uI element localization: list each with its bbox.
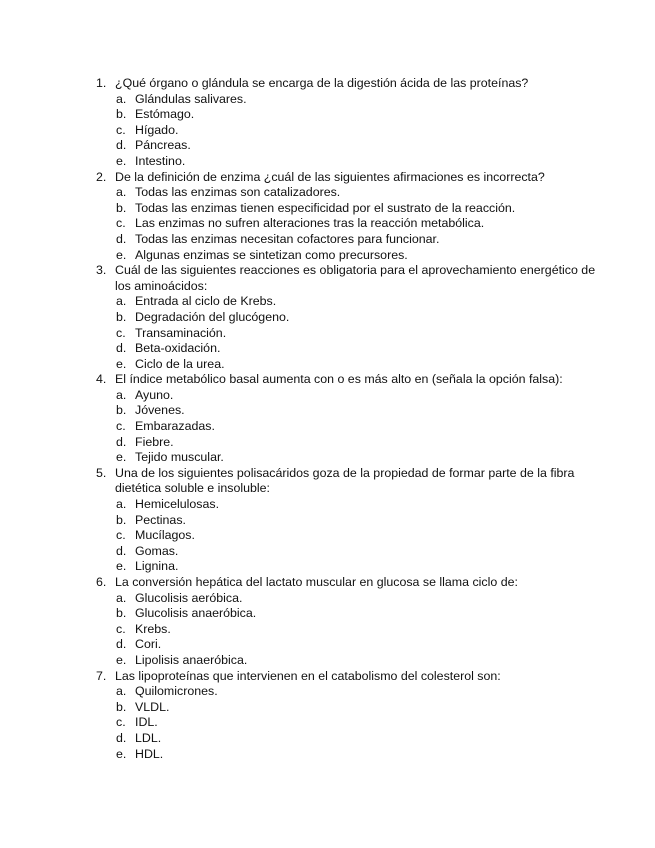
option-item <box>116 591 596 607</box>
option-letter: b. <box>116 403 127 418</box>
option-item <box>116 403 596 419</box>
option-item <box>116 419 596 435</box>
question-text: Una de los siguientes polisacáridos goza de la propiedad de formar parte de la fibra dietética soluble e insoluble: <box>115 465 575 496</box>
option-letter: a. <box>116 590 127 605</box>
option-list <box>116 92 596 170</box>
option-list <box>116 294 596 372</box>
option-letter: d. <box>116 730 127 745</box>
question-number: 5. <box>96 465 107 480</box>
option-letter: e. <box>116 153 127 168</box>
option-letter: c. <box>116 419 126 434</box>
question-text: Cuál de las siguientes reacciones es obligatoria para el aprovechamiento energético de los aminoácidos: <box>115 263 596 293</box>
option-letter: a. <box>116 684 127 699</box>
option-text: IDL. <box>135 715 158 730</box>
option-item <box>116 544 596 560</box>
option-text: Todas las enzimas necesitan cofactores para funcionar. <box>135 231 440 246</box>
option-letter: a. <box>116 185 127 200</box>
option-item <box>116 341 596 357</box>
option-letter: d. <box>116 138 127 153</box>
option-text: Estómago. <box>135 107 195 122</box>
option-letter: e. <box>116 247 127 262</box>
option-text: VLDL. <box>135 699 170 714</box>
question-text-line <box>96 263 596 294</box>
question-item <box>96 669 596 763</box>
option-item <box>116 450 596 466</box>
question-text: Las lipoproteínas que intervienen en el catabolismo del colesterol son: <box>115 668 501 683</box>
option-list <box>116 185 596 263</box>
option-letter: c. <box>116 528 126 543</box>
option-letter: c. <box>116 122 126 137</box>
option-text: Embarazadas. <box>135 419 215 434</box>
option-item <box>116 435 596 451</box>
option-letter: e. <box>116 559 127 574</box>
option-letter: c. <box>116 325 126 340</box>
option-letter: a. <box>116 497 127 512</box>
option-letter: a. <box>116 294 127 309</box>
option-letter: a. <box>116 91 127 106</box>
option-letter: c. <box>116 621 126 636</box>
option-letter: d. <box>116 434 127 449</box>
question-text-line <box>96 669 596 685</box>
question-item <box>96 466 596 575</box>
question-item <box>96 76 596 170</box>
option-text: Krebs. <box>135 621 171 636</box>
option-letter: e. <box>116 652 127 667</box>
option-text: Degradación del glucógeno. <box>135 309 290 324</box>
option-text: Jóvenes. <box>135 403 185 418</box>
option-item <box>116 731 596 747</box>
option-item <box>116 310 596 326</box>
option-text: Beta-oxidación. <box>135 341 221 356</box>
option-item <box>116 715 596 731</box>
option-item <box>116 185 596 201</box>
option-text: Cori. <box>135 637 162 652</box>
question-text: ¿Qué órgano o glándula se encarga de la digestión ácida de las proteínas? <box>115 76 529 90</box>
option-text: Las enzimas no sufren alteraciones tras la reacción metabólica. <box>135 216 485 231</box>
option-text: Lipolisis anaeróbica. <box>135 652 248 667</box>
question-item <box>96 170 596 264</box>
option-item <box>116 606 596 622</box>
question-text: El índice metabólico basal aumenta con o es más alto en (señala la opción falsa): <box>115 372 563 387</box>
question-number: 2. <box>96 169 107 184</box>
option-letter: d. <box>116 637 127 652</box>
option-list <box>116 684 596 762</box>
option-item <box>116 388 596 404</box>
option-item <box>116 92 596 108</box>
option-item <box>116 326 596 342</box>
option-text: Hemicelulosas. <box>135 497 220 512</box>
option-letter: e. <box>116 356 127 371</box>
option-letter: d. <box>116 341 127 356</box>
question-text-line <box>96 575 596 591</box>
option-text: Ciclo de la urea. <box>135 356 225 371</box>
option-item <box>116 294 596 310</box>
option-item <box>116 107 596 123</box>
option-letter: b. <box>116 200 127 215</box>
option-text: LDL. <box>135 730 162 745</box>
option-letter: e. <box>116 450 127 465</box>
question-text-line <box>96 372 596 388</box>
question-text-line <box>96 466 596 497</box>
option-letter: b. <box>116 699 127 714</box>
option-text: Tejido muscular. <box>135 450 224 465</box>
question-item <box>96 372 596 466</box>
option-item <box>116 747 596 763</box>
option-list <box>116 591 596 669</box>
option-text: Glándulas salivares. <box>135 91 247 106</box>
option-letter: b. <box>116 512 127 527</box>
option-text: Todas las enzimas son catalizadores. <box>135 185 341 200</box>
option-letter: b. <box>116 606 127 621</box>
option-text: Ayuno. <box>135 387 174 402</box>
option-text: Hígado. <box>135 122 179 137</box>
option-item <box>116 559 596 575</box>
option-item <box>116 528 596 544</box>
question-text: La conversión hepática del lactato muscular en glucosa se llama ciclo de: <box>115 575 518 589</box>
option-letter: d. <box>116 543 127 558</box>
option-item <box>116 497 596 513</box>
option-text: HDL. <box>135 746 164 761</box>
option-item <box>116 201 596 217</box>
option-text: Fiebre. <box>135 434 174 449</box>
question-number: 4. <box>96 372 107 387</box>
option-item <box>116 357 596 373</box>
question-number: 1. <box>96 76 107 90</box>
option-text: Lignina. <box>135 559 179 574</box>
option-item <box>116 622 596 638</box>
option-text: Algunas enzimas se sintetizan como precursores. <box>135 247 408 262</box>
question-text-line <box>96 76 596 92</box>
question-item <box>96 263 596 372</box>
option-item <box>116 513 596 529</box>
question-item <box>96 575 596 669</box>
option-list <box>116 497 596 575</box>
option-list <box>116 388 596 466</box>
question-number: 7. <box>96 668 107 683</box>
option-item <box>116 138 596 154</box>
option-item <box>116 684 596 700</box>
option-item <box>116 123 596 139</box>
option-text: Glucolisis anaeróbica. <box>135 606 257 621</box>
question-text: De la definición de enzima ¿cuál de las siguientes afirmaciones es incorrecta? <box>115 169 545 184</box>
option-text: Páncreas. <box>135 138 191 153</box>
option-text: Pectinas. <box>135 512 186 527</box>
option-text: Mucílagos. <box>135 528 195 543</box>
option-letter: b. <box>116 107 127 122</box>
option-text: Transaminación. <box>135 325 227 340</box>
option-letter: c. <box>116 715 126 730</box>
option-text: Intestino. <box>135 153 186 168</box>
question-number: 6. <box>96 575 107 589</box>
option-letter: a. <box>116 387 127 402</box>
question-list <box>96 76 596 762</box>
option-letter: d. <box>116 231 127 246</box>
option-item <box>116 232 596 248</box>
option-letter: e. <box>116 746 127 761</box>
question-text-line <box>96 170 596 186</box>
option-text: Glucolisis aeróbica. <box>135 590 243 605</box>
option-item <box>116 216 596 232</box>
option-item <box>116 248 596 264</box>
option-text: Entrada al ciclo de Krebs. <box>135 294 277 309</box>
option-item <box>116 700 596 716</box>
option-item <box>116 154 596 170</box>
option-letter: b. <box>116 309 127 324</box>
option-letter: c. <box>116 216 126 231</box>
question-number: 3. <box>96 263 107 278</box>
option-text: Gomas. <box>135 543 179 558</box>
option-text: Quilomicrones. <box>135 684 218 699</box>
option-item <box>116 637 596 653</box>
option-item <box>116 653 596 669</box>
option-text: Todas las enzimas tienen especificidad por el sustrato de la reacción. <box>135 200 516 215</box>
